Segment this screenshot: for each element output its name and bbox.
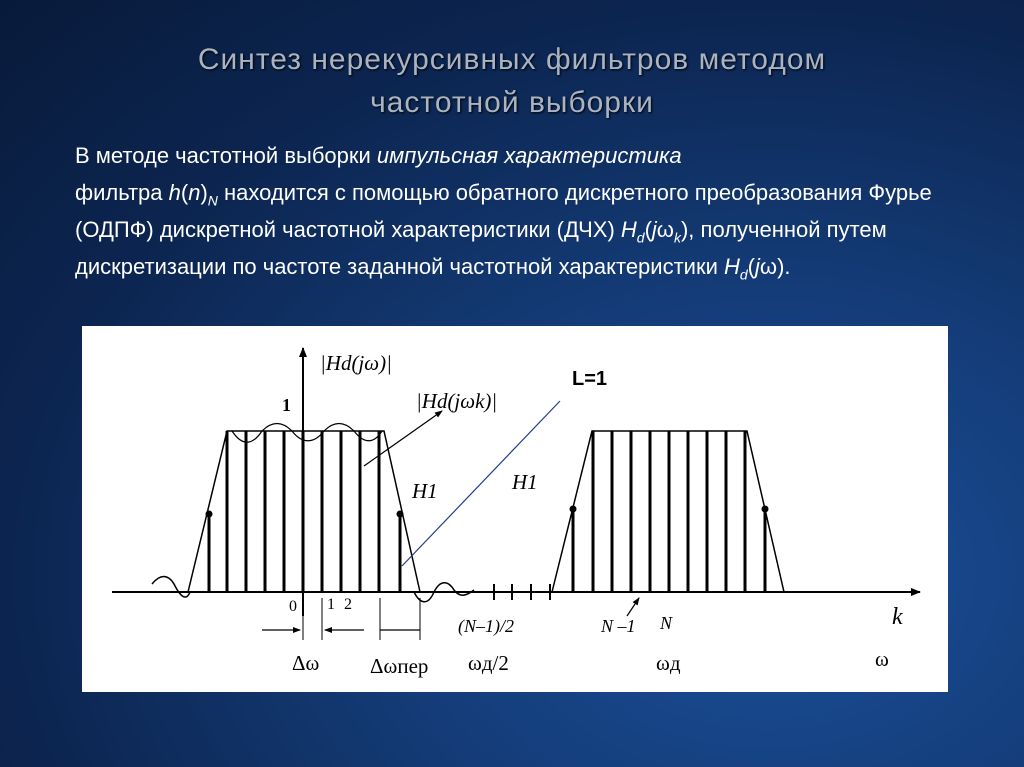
label-n: N [660,613,673,633]
symbol-omega: ω [656,217,674,242]
symbol-h: h [168,180,181,205]
pointer-nm1 [627,598,639,616]
subscript-k: k [673,229,681,246]
sample-dot [570,506,577,513]
sample-dot [206,511,213,518]
emphasis-impulse-response: импульсная характеристика [376,143,682,168]
label-tick-two: 2 [344,596,352,613]
label-tick-zero: 0 [289,598,297,615]
title-line-2: частотной выборки [370,86,654,119]
symbol-hd: H [723,254,740,279]
sample-dot [397,511,404,518]
description-paragraph [75,137,1005,285]
label-nm1: N –1 [601,616,636,636]
label-omega: ω [875,647,889,671]
label-k: k [892,604,903,630]
samples-left [209,431,400,592]
text-segment: ( [644,217,652,242]
text-segment: находится с помощью обратного дискретного преобразования Фурье (ОДПФ) дискретной частотной характеристики (ДЧХ) [75,180,932,242]
title-line-1: Синтез нерекурсивных фильтров методом [197,43,827,76]
sample-dot [762,506,769,513]
symbol-n: n [188,180,201,205]
label-l1: L=1 [572,368,608,390]
text-segment: В методе частотной выборки [75,143,377,168]
text-segment: ). [777,254,791,279]
symbol-j: j [651,217,657,242]
label-delta-omega: Δω [292,651,320,675]
symbol-j: j [754,254,760,279]
text-segment: ), полученной путем дискретизации по частоте заданной частотной характеристики [75,217,887,279]
label-hdk: |Hd(jωk)| [416,389,498,413]
text-segment: фильтра [75,180,169,205]
diagram-canvas [82,326,948,692]
slide-title [0,38,1024,124]
text-segment: ) [200,180,208,205]
symbol-omega: ω [759,254,778,279]
label-wd-half: ωд/2 [468,651,509,675]
frequency-sampling-diagram [82,326,948,692]
label-delta-omega-per: Δωпер [370,654,429,678]
samples-right [573,431,765,592]
symbol-hd: H [620,217,637,242]
label-half: (N–1)/2 [458,616,514,636]
ylabel-hd: |Hd(jω)| [320,351,392,375]
label-one: 1 [282,395,291,415]
label-tick-one: 1 [327,596,335,613]
subscript-d: d [636,229,645,246]
label-h1-left: H1 [412,479,438,503]
text-segment: ( [180,180,189,205]
subscript-d: d [739,266,748,283]
subscript-n: N [207,192,218,209]
text-segment: ( [747,254,755,279]
label-wd: ωд [656,651,681,675]
label-h1-right: H1 [512,470,538,494]
ripple-left [152,577,190,598]
